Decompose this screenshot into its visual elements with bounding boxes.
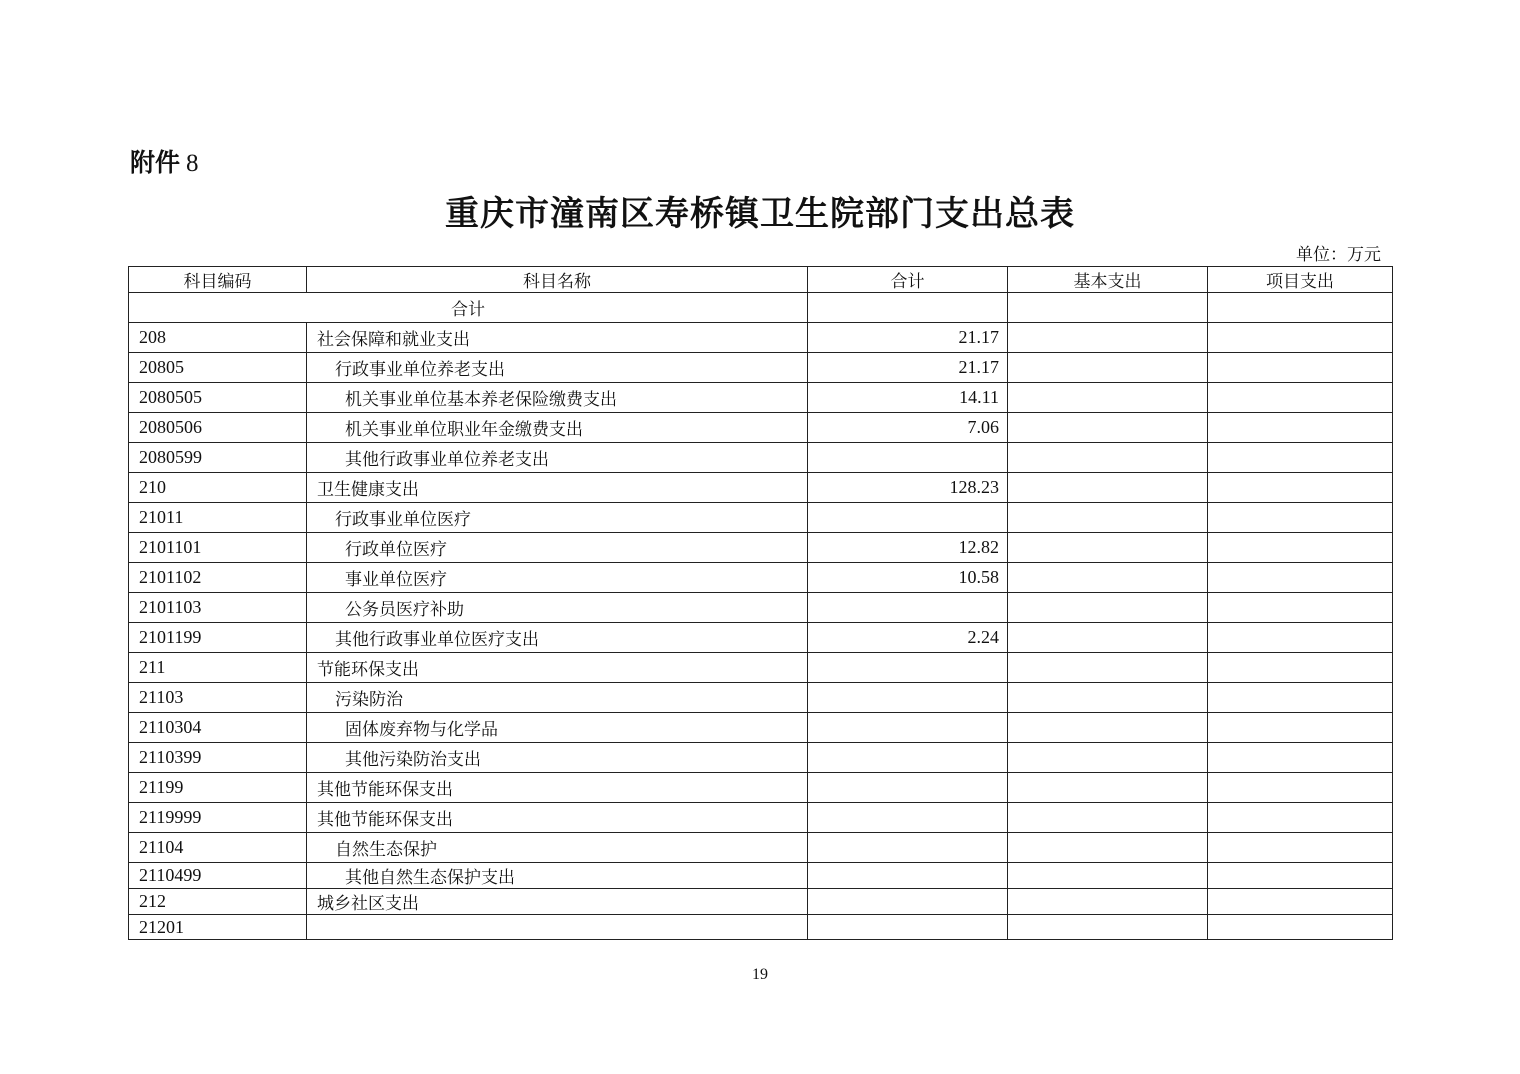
total-basic — [1008, 293, 1208, 323]
row-basic — [1008, 443, 1208, 473]
row-total — [808, 803, 1008, 833]
row-total — [808, 683, 1008, 713]
row-name: 事业单位医疗 — [307, 563, 808, 593]
table-row — [129, 915, 1393, 940]
table-row — [129, 803, 1393, 833]
unit-label: 单位：万元 — [1296, 245, 1381, 265]
header-project: 项目支出 — [1208, 267, 1393, 293]
header-code: 科目编码 — [129, 267, 307, 293]
row-name: 自然生态保护 — [307, 833, 808, 863]
row-code: 2080505 — [129, 383, 307, 413]
row-project — [1208, 353, 1393, 383]
total-row — [129, 293, 1393, 323]
row-project — [1208, 563, 1393, 593]
row-project — [1208, 713, 1393, 743]
table-row — [129, 863, 1393, 889]
row-project — [1208, 503, 1393, 533]
row-total — [808, 915, 1008, 940]
row-project — [1208, 889, 1393, 915]
row-name: 其他污染防治支出 — [307, 743, 808, 773]
row-name: 行政单位医疗 — [307, 533, 808, 563]
table-row — [129, 473, 1393, 503]
row-total: 7.06 — [808, 413, 1008, 443]
table-row — [129, 593, 1393, 623]
table-row — [129, 443, 1393, 473]
table-row — [129, 653, 1393, 683]
row-code: 210 — [129, 473, 307, 503]
row-name: 其他自然生态保护支出 — [307, 863, 808, 889]
row-code: 208 — [129, 323, 307, 353]
row-name: 机关事业单位职业年金缴费支出 — [307, 413, 808, 443]
row-project — [1208, 803, 1393, 833]
row-project — [1208, 473, 1393, 503]
table-row — [129, 563, 1393, 593]
row-total: 10.58 — [808, 563, 1008, 593]
row-basic — [1008, 623, 1208, 653]
row-total: 21.17 — [808, 323, 1008, 353]
row-code: 2101199 — [129, 623, 307, 653]
row-code: 2101101 — [129, 533, 307, 563]
row-code: 2080506 — [129, 413, 307, 443]
row-name: 社会保障和就业支出 — [307, 323, 808, 353]
row-total — [808, 863, 1008, 889]
row-project — [1208, 593, 1393, 623]
row-basic — [1008, 833, 1208, 863]
total-project — [1208, 293, 1393, 323]
row-basic — [1008, 413, 1208, 443]
row-project — [1208, 323, 1393, 353]
table-row — [129, 533, 1393, 563]
table-row — [129, 383, 1393, 413]
row-total: 14.11 — [808, 383, 1008, 413]
row-total — [808, 833, 1008, 863]
row-code: 2101102 — [129, 563, 307, 593]
table-row — [129, 683, 1393, 713]
row-total: 128.23 — [808, 473, 1008, 503]
row-name: 节能环保支出 — [307, 653, 808, 683]
table-row — [129, 743, 1393, 773]
row-project — [1208, 773, 1393, 803]
row-project — [1208, 915, 1393, 940]
row-project — [1208, 413, 1393, 443]
row-code: 21201 — [129, 915, 307, 940]
row-name: 卫生健康支出 — [307, 473, 808, 503]
row-basic — [1008, 889, 1208, 915]
row-name: 固体废弃物与化学品 — [307, 713, 808, 743]
row-code: 2119999 — [129, 803, 307, 833]
header-name: 科目名称 — [307, 267, 808, 293]
row-code: 211 — [129, 653, 307, 683]
row-total — [808, 743, 1008, 773]
row-name: 行政事业单位医疗 — [307, 503, 808, 533]
row-total — [808, 773, 1008, 803]
row-total: 21.17 — [808, 353, 1008, 383]
row-project — [1208, 743, 1393, 773]
row-basic — [1008, 803, 1208, 833]
row-basic — [1008, 743, 1208, 773]
row-total — [808, 503, 1008, 533]
row-code: 212 — [129, 889, 307, 915]
row-basic — [1008, 353, 1208, 383]
attachment-number: 8 — [186, 150, 199, 177]
row-project — [1208, 683, 1393, 713]
row-basic — [1008, 683, 1208, 713]
row-basic — [1008, 915, 1208, 940]
row-project — [1208, 653, 1393, 683]
row-name — [307, 915, 808, 940]
row-total: 12.82 — [808, 533, 1008, 563]
row-total — [808, 713, 1008, 743]
row-total — [808, 593, 1008, 623]
row-name: 污染防治 — [307, 683, 808, 713]
row-name: 其他行政事业单位养老支出 — [307, 443, 808, 473]
row-basic — [1008, 563, 1208, 593]
row-code: 2110499 — [129, 863, 307, 889]
table-row — [129, 323, 1393, 353]
row-name: 其他行政事业单位医疗支出 — [307, 623, 808, 653]
row-name: 机关事业单位基本养老保险缴费支出 — [307, 383, 808, 413]
table-row — [129, 773, 1393, 803]
table-row — [129, 623, 1393, 653]
row-project — [1208, 833, 1393, 863]
row-code: 21011 — [129, 503, 307, 533]
page-number: 19 — [752, 966, 768, 983]
table-row — [129, 503, 1393, 533]
row-basic — [1008, 653, 1208, 683]
row-code: 2110399 — [129, 743, 307, 773]
row-basic — [1008, 383, 1208, 413]
header-total: 合计 — [808, 267, 1008, 293]
row-code: 21103 — [129, 683, 307, 713]
row-basic — [1008, 863, 1208, 889]
table-row — [129, 889, 1393, 915]
row-code: 2080599 — [129, 443, 307, 473]
table-row — [129, 413, 1393, 443]
row-name: 其他节能环保支出 — [307, 803, 808, 833]
row-project — [1208, 623, 1393, 653]
row-basic — [1008, 503, 1208, 533]
row-total — [808, 889, 1008, 915]
row-code: 21104 — [129, 833, 307, 863]
attachment-label — [130, 143, 199, 179]
table-row — [129, 353, 1393, 383]
row-project — [1208, 863, 1393, 889]
expenditure-table — [128, 266, 1393, 940]
row-total — [808, 443, 1008, 473]
table-row — [129, 833, 1393, 863]
document-title: 重庆市潼南区寿桥镇卫生院部门支出总表 — [445, 194, 1075, 234]
row-name: 城乡社区支出 — [307, 889, 808, 915]
row-code: 2110304 — [129, 713, 307, 743]
row-project — [1208, 443, 1393, 473]
row-code: 2101103 — [129, 593, 307, 623]
row-basic — [1008, 323, 1208, 353]
row-name: 其他节能环保支出 — [307, 773, 808, 803]
row-basic — [1008, 473, 1208, 503]
row-total — [808, 653, 1008, 683]
total-sum — [808, 293, 1008, 323]
row-project — [1208, 533, 1393, 563]
row-basic — [1008, 533, 1208, 563]
row-project — [1208, 383, 1393, 413]
row-basic — [1008, 593, 1208, 623]
table-row — [129, 713, 1393, 743]
table-header-row — [129, 267, 1393, 293]
row-code: 21199 — [129, 773, 307, 803]
attachment-text: 附件 — [130, 148, 181, 177]
row-total: 2.24 — [808, 623, 1008, 653]
row-name: 公务员医疗补助 — [307, 593, 808, 623]
row-code: 20805 — [129, 353, 307, 383]
row-basic — [1008, 773, 1208, 803]
row-name: 行政事业单位养老支出 — [307, 353, 808, 383]
header-basic: 基本支出 — [1008, 267, 1208, 293]
total-label: 合计 — [129, 293, 808, 323]
row-basic — [1008, 713, 1208, 743]
